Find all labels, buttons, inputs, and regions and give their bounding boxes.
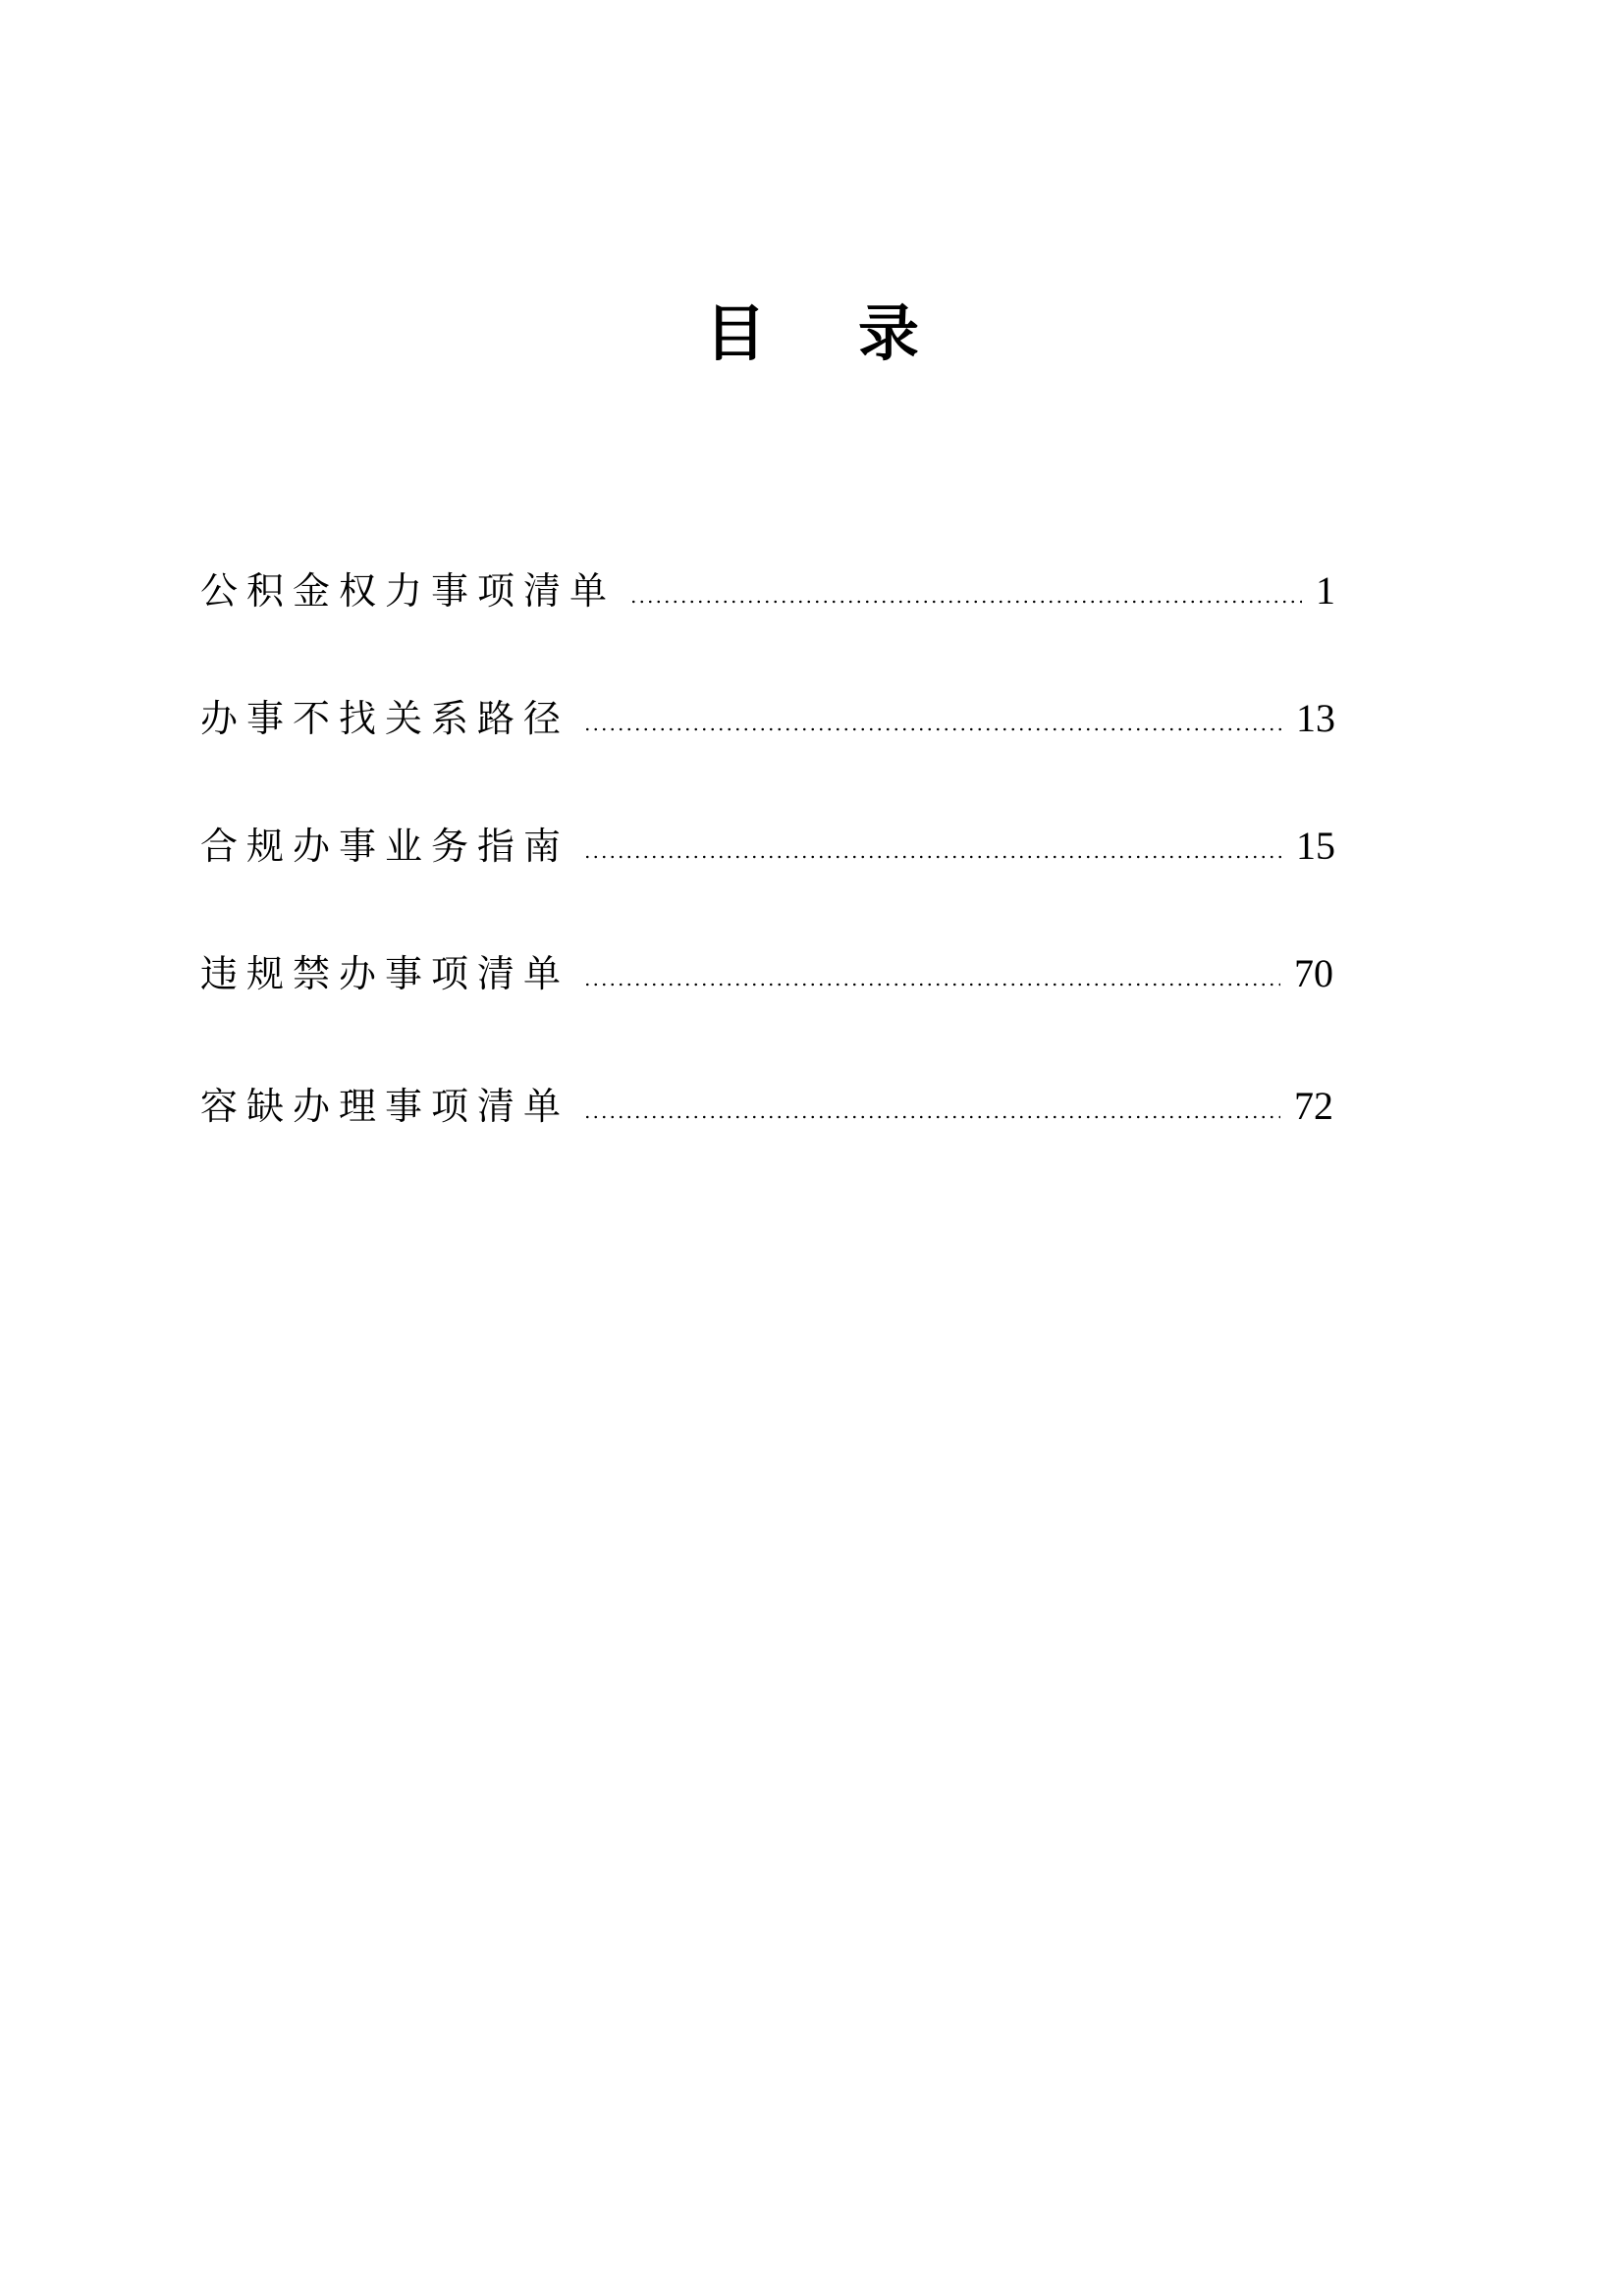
toc-title [0, 294, 1624, 373]
toc-entry-label: 办事不找关系路径 [200, 697, 570, 740]
dot-leader [583, 727, 1282, 731]
toc-entry-page-number: 13 [1296, 696, 1335, 740]
toc-entry[interactable] [200, 1077, 1333, 1136]
dot-leader [629, 600, 1302, 604]
toc-entry-label: 合规办事业务指南 [200, 825, 570, 868]
toc-title-char-2: 录 [858, 297, 920, 369]
toc-entry-page-number: 72 [1294, 1084, 1333, 1128]
toc-entry[interactable] [200, 944, 1333, 1003]
toc-entry-label: 公积金权力事项清单 [200, 569, 617, 613]
toc-entry-page-number: 15 [1296, 824, 1335, 868]
toc-entry-label: 容缺办理事项清单 [200, 1085, 570, 1128]
toc-entry-page-number: 1 [1316, 568, 1335, 613]
dot-leader [583, 983, 1280, 987]
toc-entry-label: 违规禁办事项清单 [200, 952, 570, 995]
dot-leader [583, 1115, 1280, 1119]
toc-entry[interactable] [200, 689, 1335, 748]
toc-title-char-1: 目 [704, 297, 766, 369]
toc-entry[interactable] [200, 561, 1335, 620]
toc-entry-page-number: 70 [1294, 951, 1333, 995]
dot-leader [583, 855, 1282, 859]
toc-entry[interactable] [200, 817, 1335, 876]
